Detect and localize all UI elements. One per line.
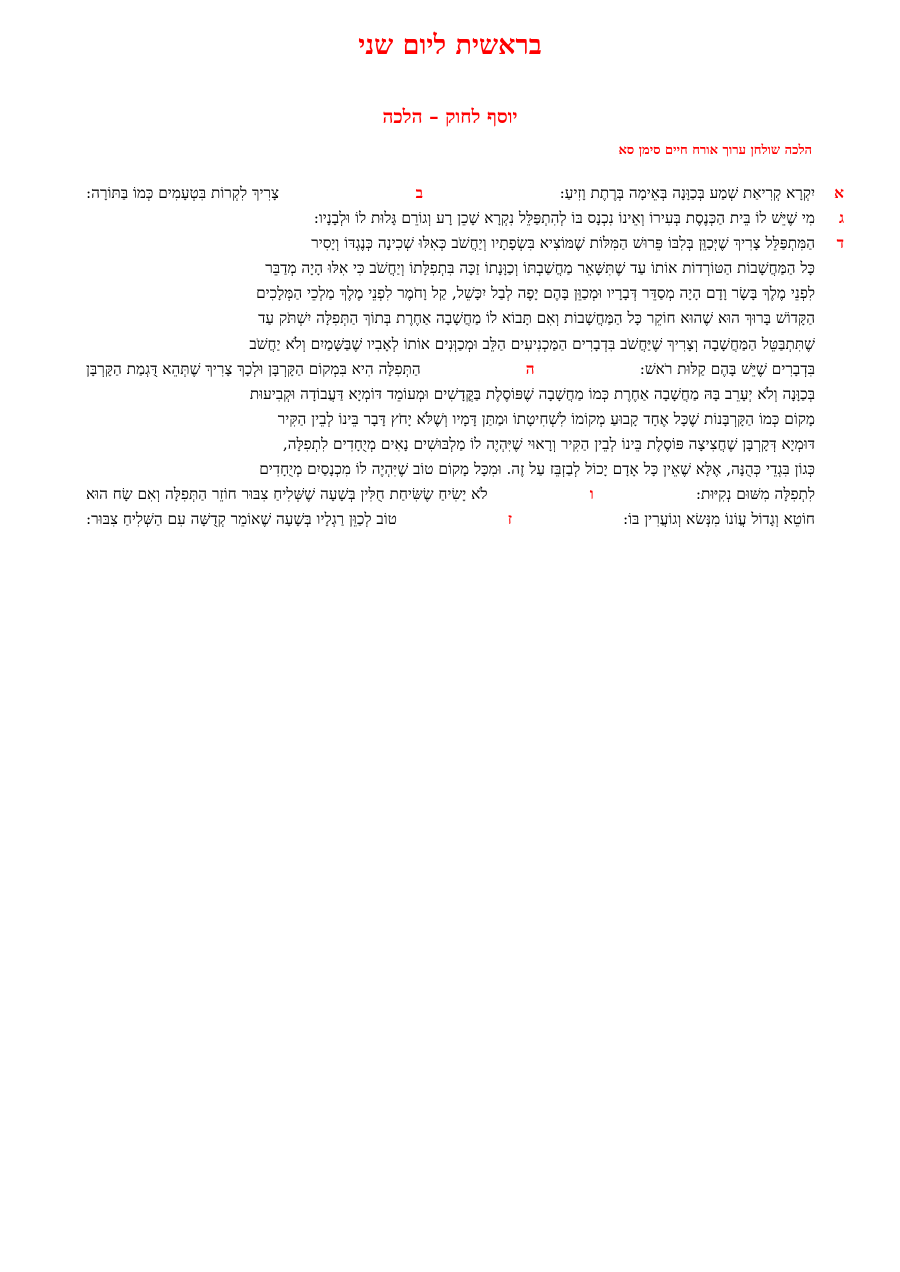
- paragraph-text: הַקָּדוֹשׁ בָּרוּךְ הוּא שֶׁהוּא חוֹקֵר כָּל הַמַּחֲשָׁבוֹת וְאִם תָּבוֹא לוֹ מַחֲשָׁבָה אַחֶרֶת בְּתוֹךְ הַתְּפִלָּה יִשְׁתֹּק עַד: [258, 309, 815, 328]
- paragraph-text: הַתְּפִלָּה הִיא בִּמְקוֹם הַקָּרְבָּן וּלְכָךְ צָרִיךְ שֶׁתְּהֵא דֻּגְמַת הַקָּרְבָּן: [86, 359, 421, 378]
- text-line: [86, 231, 844, 256]
- paragraph-text: חוֹטֵא וְגָדוֹל עֲוֹנוֹ מִנְּשׂא וְגוֹעֲרִין בּוֹ:: [622, 510, 815, 529]
- paragraph-text: דּוּמְיָא דְּקָרְבָּן שֶׁחֲצִיצָה פּוֹסֶלֶת בֵּינוֹ לְבֵין הַקִּיר וְרָאוּי שֶׁיִּהְיֶה לוֹ מַלְבּוּשִׁים נָאִים מְיֻחָדִים לִתְפִלָּה,: [282, 434, 815, 453]
- section-subtitle: יוסף לחוק – הלכה: [382, 106, 518, 128]
- paragraph-text: יִקְרָא קְרִיאַת שְׁמַע בְּכַוָּנָה בְּאֵימָה בְּרֶתֶת וָזִיעַ:: [559, 184, 815, 202]
- text-line: [86, 432, 815, 457]
- paragraph-text: כְּגוֹן בִּגְדֵי כְּהֻנָּה, אֶלָּא שֶׁאֵין כָּל אָדָם יָכוֹל לְבַזְבֵּז עַל זֶה. וּמִכָּל מָקוֹם טוֹב שֶׁיִּהְיֶה לוֹ מִכְנָסַיִם מְיֻחָדִים: [259, 460, 815, 479]
- paragraph-text: מָקוֹם כְּמוֹ הַקָּרְבָּנוֹת שֶׁכָּל אֶחָד קָבוּעַ מְקוֹמוֹ לִשְׁחִיטָתוֹ וּמַתַּן דָּמָיו וְשֶׁלֹּא יָחֹץ דָּבָר בֵּינוֹ לְבֵין הַקִּיר: [277, 409, 815, 428]
- paragraph-text: בִּדְבָרִים שֶׁיֵּשׁ בָּהֶם קַלּוּת רֹאשׁ:: [639, 359, 815, 378]
- paragraph-number: ה: [525, 359, 535, 378]
- paragraph-text: צָרִיךְ לִקְרוֹת בִּטְעָמִים כְּמוֹ בַּתּוֹרָה:: [86, 184, 280, 202]
- text-line: [86, 281, 815, 306]
- text-line: [86, 357, 815, 382]
- paragraph-text: כָּל הַמַּחֲשָׁבוֹת הַטּוֹרְדוֹת אוֹתוֹ עַד שֶׁתִּשָּׁאֵר מַחֲשַׁבְתּוֹ וְכַוָּנָתוֹ זַכָּה בִּתְפִלָּתוֹ וְיַחֲשֹׁב כִּי אִלּוּ הָיָה מְדַבֵּר: [265, 259, 815, 278]
- paragraph-number: ב: [415, 184, 424, 202]
- paragraph-number: ז: [507, 510, 513, 529]
- paragraph-text: לִפְנֵי מֶלֶךְ בָּשָׂר וָדָם הָיָה מְסַדֵּר דְּבָרָיו וּמְכַוֵּן בָּהֶם יָפֶה לְבַל יִכָּשֵׁל, קַל וָחֹמֶר לִפְנֵי מֶלֶךְ מַלְכֵי הַמְּלָכִים: [256, 284, 815, 303]
- paragraph-number: ו: [589, 485, 594, 504]
- text-line: [86, 306, 815, 331]
- paragraph-text: לֹא יָשִׂיחַ שֶׂשִּׂיחַת חֻלִּין בְּשָׁעָה שֶׁשְּׁלִיחַ צִבּוּר חוֹזֵר הַתְּפִלָּה וְאִם שָׂח הוּא: [86, 485, 488, 504]
- text-line: [86, 507, 815, 532]
- paragraph-text: טוֹב לְכַוֵּן רַגְלָיו בְּשָׁעָה שֶׁאוֹמֵר קְדֻשָּׁה עִם הַשְּׁלִיחַ צִבּוּר:: [86, 510, 397, 529]
- paragraph-text: לִתְפִלָּה מִשּׁוּם נְקִיּוּת:: [695, 485, 815, 504]
- paragraph-text: בְּכַוָּנָה וְלֹא יְעָרֵב בָּהּ מַחֲשָׁבָה אַחֶרֶת כְּמוֹ מַחֲשָׁבָה שֶׁפּוֹסֶלֶת בַּקֳּדָשִׁים וּמְעוֹמֵד דּוֹמְיָא דַּעֲבוֹדָה וּקְבִיעוּת: [249, 384, 815, 403]
- source-citation: הלכה שולחן ערוך אורח חיים סימן סא: [618, 143, 812, 158]
- text-line: [86, 181, 844, 206]
- text-line: [86, 482, 815, 507]
- body-text: [86, 181, 844, 532]
- text-line: [86, 256, 815, 281]
- paragraph-number: א: [834, 184, 844, 202]
- text-line: [86, 382, 815, 407]
- page-title: בראשית ליום שני: [358, 30, 542, 61]
- text-line: [86, 407, 815, 432]
- paragraph-number: ג: [838, 209, 844, 228]
- paragraph-text: הַמִּתְפַּלֵּל צָרִיךְ שֶׁיְּכַוֵּן בְּלִבּוֹ פֵּרוּשׁ הַמִּלּוֹת שֶׁמּוֹצִיא בִּשְׂפָתָיו וְיַחֲשֹׁב כְּאִלּוּ שְׁכִינָה כְּנֶגְדּוֹ וְיָסִיר: [311, 234, 815, 253]
- text-line: [86, 457, 815, 482]
- paragraph-text: מִי שֶׁיֵּשׁ לוֹ בֵּית הַכְּנֶסֶת בְּעִירוֹ וְאֵינוֹ נִכְנָס בּוֹ לְהִתְפַּלֵּל נִקְרָא שָׁכֵן רָע וְגוֹרֵם גָּלוּת לוֹ וּלְבָנָיו:: [313, 209, 815, 228]
- text-line: [86, 206, 844, 231]
- text-line: [86, 332, 815, 357]
- paragraph-text: שֶׁתִּתְבַּטֵּל הַמַּחֲשָׁבָה וְצָרִיךְ שֶׁיַּחֲשֹׁב בִּדְבָרִים הַמַּכְנִיעִים הַלֵּב וּמְכַוְּנִים אוֹתוֹ לְאָבִיו שֶׁבַּשָּׁמַיִם וְלֹא יַחֲשֹׁב: [249, 334, 815, 353]
- paragraph-number: ד: [836, 234, 844, 253]
